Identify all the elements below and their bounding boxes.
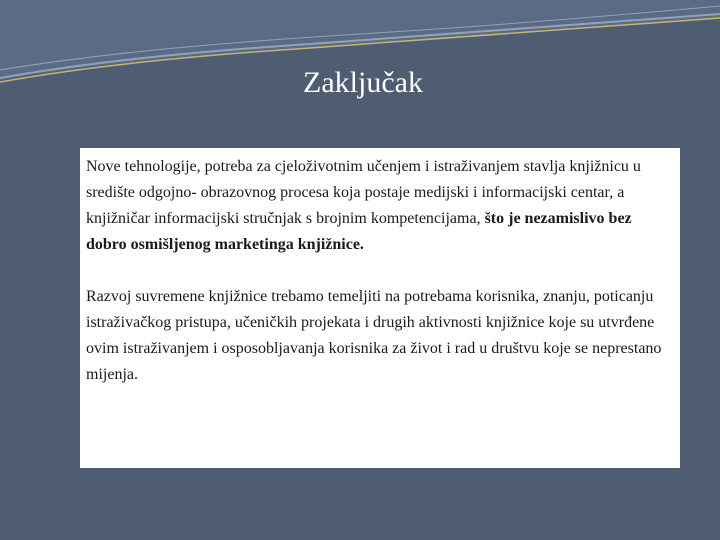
paragraph-1-bold-text: što je nezamislivo bez dobro osmišljenog marketinga knjižnice. [86, 210, 632, 253]
slide-title: Zaključak [303, 66, 423, 99]
content-box [80, 148, 680, 468]
paragraph-1 [86, 154, 674, 258]
paragraph-1-text: Nove tehnologije, potreba za cjeloživotnim učenjem i istraživanjem stavlja knjižnicu u središte odgojno- obrazovnog procesa koja postaje medijski i informacijski centar, a knjižničar informacijski stručnjak s brojnim kompetencijama, [86, 158, 641, 227]
paragraph-2: Razvoj suvremene knjižnice trebamo temeljiti na potrebama korisnika, znanju, poticanju istraživačkog pristupa, učeničkih projekata i drugih aktivnosti knjižnice koje su utvrđene ovim istraživanjem i osposobljavanja korisnika za život i rad u društvu koje se neprestano mijenja. [86, 288, 662, 383]
